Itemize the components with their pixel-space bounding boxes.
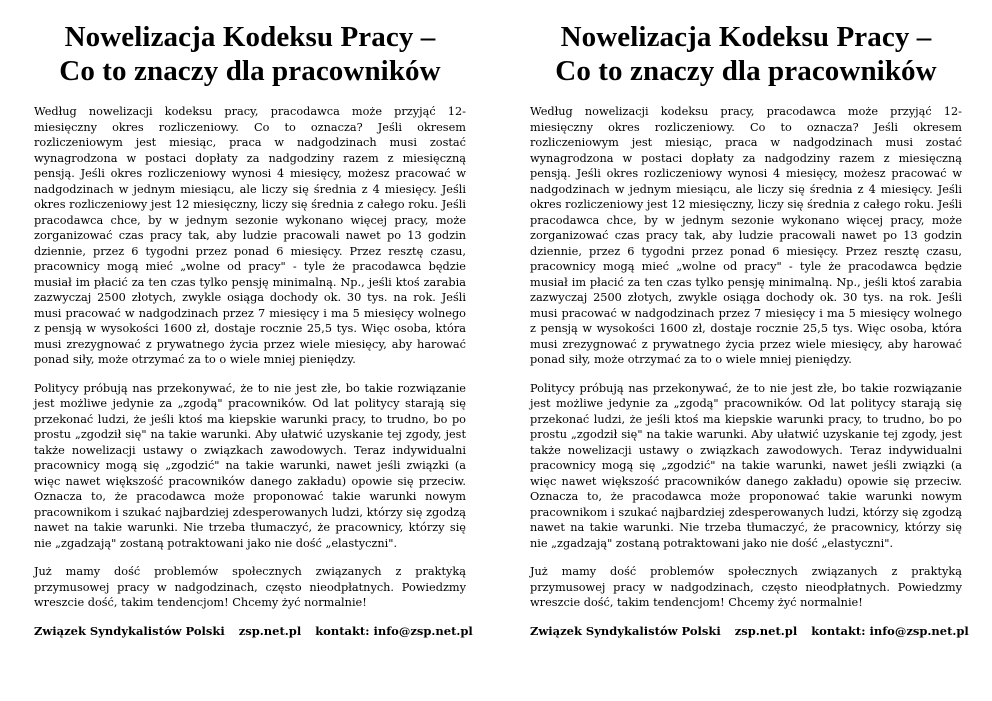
paragraph-2: Politycy próbują nas przekonywać, że to nie jest złe, bo takie rozwiązanie jest możliwe jedynie za „zgodą" pracowników. Od lat politycy starają się przekonać ludzi, że jeśli ktoś ma kiepskie warunki pracy, to trudno, bo po prostu „zgodził się" na takie warunki. Aby ułatwić uzyskanie tej zgody, jest także nowelizacji ustawy o związkach zawodowych. Teraz indywidualni pracownicy mogą się „zgodzić" na takie warunki, nawet jeśli związki (a więc nawet większość pracowników danego zakładu) opowie się przeciw. Oznacza to, że pracodawca może proponować takie warunki nowym pracownikom i szukać najbardziej zdesperowanych ludzi, którzy się zgodzą nawet na takie warunki. Nie trzeba tłumaczyć, że pracownicy, którzy się nie „zgadzają" zostaną potraktowani jako nie dość „elastyczni".: [530, 381, 962, 550]
footer: [530, 623, 969, 638]
title-line-1: Nowelizacja Kodeksu Pracy –: [560, 21, 932, 53]
footer-organization: Związek Syndykalistów Polski: [530, 623, 721, 638]
footer-contact: kontakt: info@zsp.net.pl: [811, 623, 969, 638]
paragraph-1: Według nowelizacji kodeksu pracy, pracodawca może przyjąć 12-miesięczny okres rozliczeniowy. Co to oznacza? Jeśli okresem rozliczeniowym jest miesiąc, praca w nadgodzinach musi zostać wynagrodzona w postaci dopłaty za nadgodziny razem z miesięczną pensją. Jeśli okres rozliczeniowy wynosi 4 miesięcy, możesz pracować w nadgodzinach w jednym miesiącu, ale liczy się średnia z 4 miesięcy. Jeśli okres rozliczeniowy jest 12 miesięczny, liczy się średnia z całego roku. Jeśli pracodawca chce, by w jednym sezonie wykonano więcej pracy, może zorganizować czas pracy tak, aby ludzie pracowali nawet po 13 godzin dziennie, przez 6 tygodni przez ponad 6 miesięcy. Przez resztę czasu, pracownicy mogą mieć „wolne od pracy" - tyle że pracodawca będzie musiał im płacić za ten czas tylko pensję minimalną. Np., jeśli ktoś zarabia zazwyczaj 2500 złotych, zwykle osiąga dochody ok. 30 tys. na rok. Jeśli musi pracować w nadgodzinach przez 7 miesięcy i ma 5 miesięcy wolnego z pensją w wysokości 1600 zł, dostaje rocznie 25,5 tys. Więc osoba, która musi zrezygnować z prywatnego życia przez wiele miesięcy, aby harować ponad siły, może otrzymać za to o wiele mniej pieniędzy.: [34, 105, 466, 366]
footer: [34, 623, 473, 638]
paragraph-2: Politycy próbują nas przekonywać, że to nie jest złe, bo takie rozwiązanie jest możliwe jedynie za „zgodą" pracowników. Od lat politycy starają się przekonać ludzi, że jeśli ktoś ma kiepskie warunki pracy, to trudno, bo po prostu „zgodził się" na takie warunki. Aby ułatwić uzyskanie tej zgody, jest także nowelizacji ustawy o związkach zawodowych. Teraz indywidualni pracownicy mogą się „zgodzić" na takie warunki, nawet jeśli związki (a więc nawet większość pracowników danego zakładu) opowie się przeciw. Oznacza to, że pracodawca może proponować takie warunki nowym pracownikom i szukać najbardziej zdesperowanych ludzi, którzy się zgodzą nawet na takie warunki. Nie trzeba tłumaczyć, że pracownicy, którzy się nie „zgadzają" zostaną potraktowani jako nie dość „elastyczni".: [34, 381, 466, 550]
footer-contact: kontakt: info@zsp.net.pl: [315, 623, 473, 638]
paragraph-3: Już mamy dość problemów społecznych związanych z praktyką przymusowej pracy w nadgodzinach, często nieodpłatnych. Powiedzmy wreszcie dość, takim tendencjom! Chcemy żyć normalnie!: [530, 565, 962, 609]
title-line-2: Co to znaczy dla pracowników: [59, 55, 441, 87]
paragraph-1: Według nowelizacji kodeksu pracy, pracodawca może przyjąć 12-miesięczny okres rozliczeniowy. Co to oznacza? Jeśli okresem rozliczeniowym jest miesiąc, praca w nadgodzinach musi zostać wynagrodzona w postaci dopłaty za nadgodziny razem z miesięczną pensją. Jeśli okres rozliczeniowy wynosi 4 miesięcy, możesz pracować w nadgodzinach w jednym miesiącu, ale liczy się średnia z 4 miesięcy. Jeśli okres rozliczeniowy jest 12 miesięczny, liczy się średnia z całego roku. Jeśli pracodawca chce, by w jednym sezonie wykonano więcej pracy, może zorganizować czas pracy tak, aby ludzie pracowali nawet po 13 godzin dziennie, przez 6 tygodni przez ponad 6 miesięcy. Przez resztę czasu, pracownicy mogą mieć „wolne od pracy" - tyle że pracodawca będzie musiał im płacić za ten czas tylko pensję minimalną. Np., jeśli ktoś zarabia zazwyczaj 2500 złotych, zwykle osiąga dochody ok. 30 tys. na rok. Jeśli musi pracować w nadgodzinach przez 7 miesięcy i ma 5 miesięcy wolnego z pensją w wysokości 1600 zł, dostaje rocznie 25,5 tys. Więc osoba, która musi zrezygnować z prywatnego życia przez wiele miesięcy, aby harować ponad siły, może otrzymać za to o wiele mniej pieniędzy.: [530, 105, 962, 366]
footer-website: zsp.net.pl: [238, 623, 302, 638]
title-line-2: Co to znaczy dla pracowników: [555, 55, 937, 87]
footer-website: zsp.net.pl: [734, 623, 798, 638]
leaflet-title: [530, 20, 962, 88]
leaflet-title: [34, 20, 466, 88]
title-line-1: Nowelizacja Kodeksu Pracy –: [64, 21, 436, 53]
leaflet-left: [34, 20, 473, 690]
paragraph-3: Już mamy dość problemów społecznych związanych z praktyką przymusowej pracy w nadgodzinach, często nieodpłatnych. Powiedzmy wreszcie dość, takim tendencjom! Chcemy żyć normalnie!: [34, 565, 466, 609]
leaflet-right: [530, 20, 969, 690]
footer-organization: Związek Syndykalistów Polski: [34, 623, 225, 638]
